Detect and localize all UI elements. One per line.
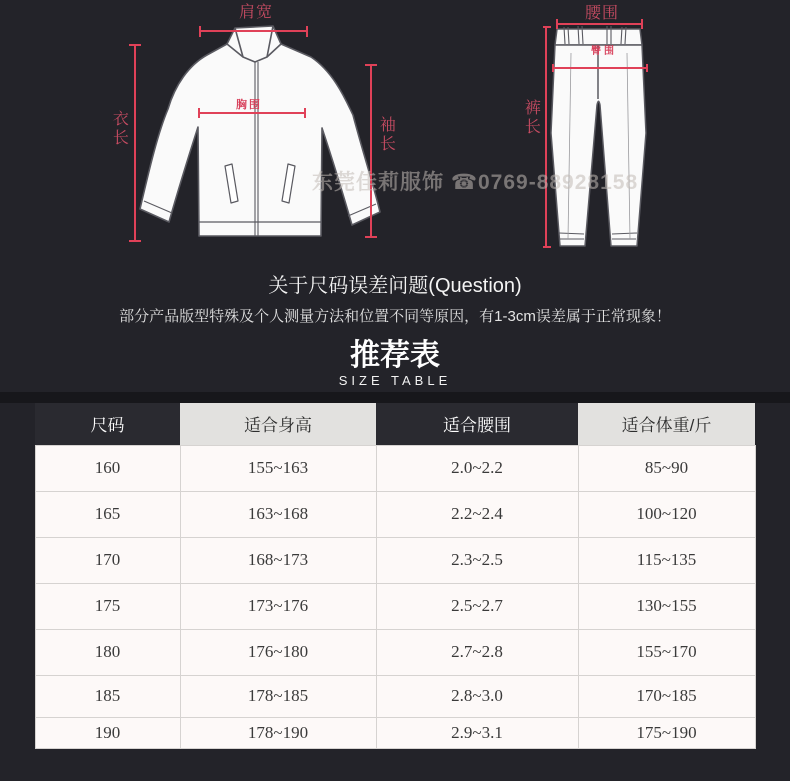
table-cell: 170~185 (578, 675, 755, 717)
column-header: 尺码 (35, 403, 180, 445)
table-cell: 155~163 (180, 445, 376, 491)
question-subtitle: 部分产品版型特殊及个人测量方法和位置不同等原因，有1-3cm误差属于正常现象！ (119, 308, 671, 325)
question-section (0, 274, 790, 327)
table-row (35, 491, 755, 537)
pants-outline (551, 26, 646, 246)
size-table-header-row (35, 403, 755, 445)
table-row (35, 583, 755, 629)
table-cell: 178~190 (180, 717, 376, 748)
table-cell: 2.3~2.5 (376, 537, 578, 583)
table-cell: 185 (35, 675, 180, 717)
table-cell: 178~185 (180, 675, 376, 717)
size-table-body (35, 445, 755, 748)
size-table-subtitle: SIZE TABLE (338, 373, 452, 388)
table-cell: 173~176 (180, 583, 376, 629)
size-table-title: 推荐表 (350, 339, 440, 372)
table-cell: 2.9~3.1 (376, 717, 578, 748)
column-header: 适合体重/斤 (578, 403, 755, 445)
table-cell: 2.0~2.2 (376, 445, 578, 491)
table-cell: 175~190 (578, 717, 755, 748)
table-cell: 168~173 (180, 537, 376, 583)
sleeve-length-label: 袖长 (377, 116, 395, 154)
table-cell: 160 (35, 445, 180, 491)
column-header: 适合腰围 (376, 403, 578, 445)
size-table (35, 403, 756, 749)
table-cell: 175 (35, 583, 180, 629)
table-cell: 155~170 (578, 629, 755, 675)
chest-width-label: 胸围 (236, 99, 262, 111)
table-cell: 2.7~2.8 (376, 629, 578, 675)
table-cell: 165 (35, 491, 180, 537)
column-header: 适合身高 (180, 403, 376, 445)
shoulder-width-label: 肩宽 (239, 4, 274, 21)
table-row (35, 445, 755, 491)
table-row (35, 675, 755, 717)
table-cell: 115~135 (578, 537, 755, 583)
table-row (35, 629, 755, 675)
table-cell: 180 (35, 629, 180, 675)
table-cell: 176~180 (180, 629, 376, 675)
waist-width-label: 腰围 (585, 5, 620, 22)
garment-length-label: 衣长 (110, 110, 128, 148)
table-cell: 170 (35, 537, 180, 583)
pant-length-label: 裤长 (522, 99, 540, 137)
table-cell: 2.5~2.7 (376, 583, 578, 629)
table-cell: 190 (35, 717, 180, 748)
table-cell: 2.8~3.0 (376, 675, 578, 717)
table-cell: 130~155 (578, 583, 755, 629)
table-row (35, 717, 755, 748)
hip-width-label: 臀围 (591, 46, 617, 57)
table-row (35, 537, 755, 583)
table-cell: 85~90 (578, 445, 755, 491)
size-table-heading (0, 340, 790, 388)
divider-strip (0, 392, 790, 403)
jacket-illustration (95, 15, 405, 255)
table-cell: 2.2~2.4 (376, 491, 578, 537)
shop-watermark: 东莞佳莉服饰 ☎0769-88928158 (312, 171, 639, 194)
measurement-diagram-section (0, 0, 790, 258)
table-cell: 100~120 (578, 491, 755, 537)
jacket-outline (140, 26, 380, 236)
question-title: 关于尺码误差问题(Question) (268, 275, 522, 297)
table-cell: 163~168 (180, 491, 376, 537)
